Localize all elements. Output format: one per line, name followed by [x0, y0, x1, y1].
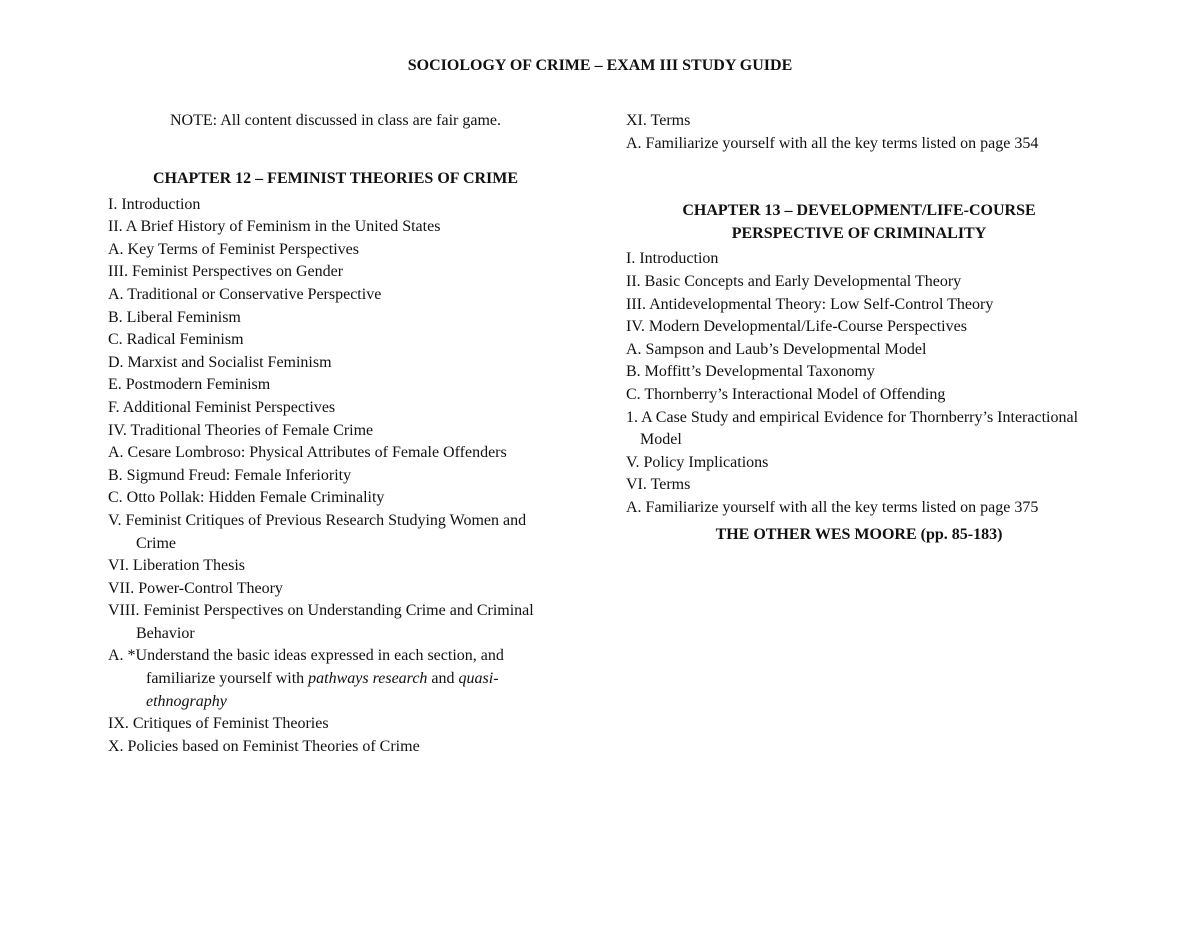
note: NOTE: All content discussed in class are fair game.	[169, 112, 501, 129]
outline-item: VI. Liberation Thesis	[108, 557, 246, 575]
outline-item: VII. Power-Control Theory	[108, 579, 283, 597]
chapter-13-outline	[626, 248, 1096, 519]
outline-item: E. Postmodern Feminism	[108, 376, 271, 394]
outline-item: II. Basic Concepts and Early Developmental Theory	[626, 272, 962, 290]
outline-item: VIII. Feminist Perspectives on Understanding Crime and Criminal Behavior	[108, 602, 534, 642]
chapter-12-terms	[626, 110, 1096, 155]
outline-item: D. Marxist and Socialist Feminism	[108, 353, 332, 371]
outline-item: C. Otto Pollak: Hidden Female Criminality	[108, 489, 385, 507]
outline-item: IV. Traditional Theories of Female Crime	[108, 421, 374, 439]
outline-item: I. Introduction	[626, 250, 719, 268]
outline-item: B. Liberal Feminism	[108, 308, 241, 326]
outline-item: IV. Modern Developmental/Life-Course Perspectives	[626, 318, 967, 336]
outline-item: A. Key Terms of Feminist Perspectives	[108, 240, 359, 258]
outline-item: A. Cesare Lombroso: Physical Attributes of Female Offenders	[108, 444, 507, 462]
outline-item: IX. Critiques of Feminist Theories	[108, 715, 329, 733]
outline-item: XI. Terms	[626, 112, 691, 129]
outline-item: C. Radical Feminism	[108, 331, 244, 349]
outline-item: A. Familiarize yourself with all the key terms listed on page 354	[626, 134, 1039, 152]
left-column	[108, 110, 563, 758]
outline-item: A. Sampson and Laub’s Developmental Model	[626, 340, 927, 358]
outline-item: B. Moffitt’s Developmental Taxonomy	[626, 363, 875, 381]
page-title: SOCIOLOGY OF CRIME – EXAM III STUDY GUIDE	[407, 57, 793, 74]
chapter-12-heading: CHAPTER 12 – FEMINIST THEORIES OF CRIME	[152, 170, 519, 187]
outline-item: V. Policy Implications	[626, 453, 769, 471]
outline-item: 1. A Case Study and empirical Evidence for Thornberry’s Interactional Model	[626, 408, 1079, 449]
reading-heading: THE OTHER WES MOORE (pp. 85-183)	[715, 525, 1003, 543]
outline-item: X. Policies based on Feminist Theories of Crime	[108, 737, 420, 755]
outline-item: C. Thornberry’s Interactional Model of Offending	[626, 385, 946, 403]
chapter-13-heading: CHAPTER 13 – DEVELOPMENT/LIFE-COURSE PERSPECTIVE OF CRIMINALITY	[682, 202, 1036, 242]
right-column	[626, 110, 1096, 546]
outline-item: III. Antidevelopmental Theory: Low Self-Control Theory	[626, 295, 994, 313]
outline-item: VI. Terms	[626, 476, 691, 494]
outline-item: I. Introduction	[108, 195, 201, 213]
outline-item: F. Additional Feminist Perspectives	[108, 398, 336, 416]
outline-item: B. Sigmund Freud: Female Inferiority	[108, 466, 352, 484]
outline-item: A. *Understand the basic ideas expressed in each section, and familiarize yourself with pathways research and quasi-ethnography	[108, 647, 504, 710]
outline-item: A. Traditional or Conservative Perspective	[108, 285, 382, 303]
outline-item: III. Feminist Perspectives on Gender	[108, 263, 344, 281]
outline-item: V. Feminist Critiques of Previous Research Studying Women and Crime	[108, 511, 527, 552]
chapter-12-outline	[108, 194, 563, 759]
outline-item: A. Familiarize yourself with all the key terms listed on page 375	[626, 498, 1039, 516]
outline-item: II. A Brief History of Feminism in the United States	[108, 218, 441, 236]
